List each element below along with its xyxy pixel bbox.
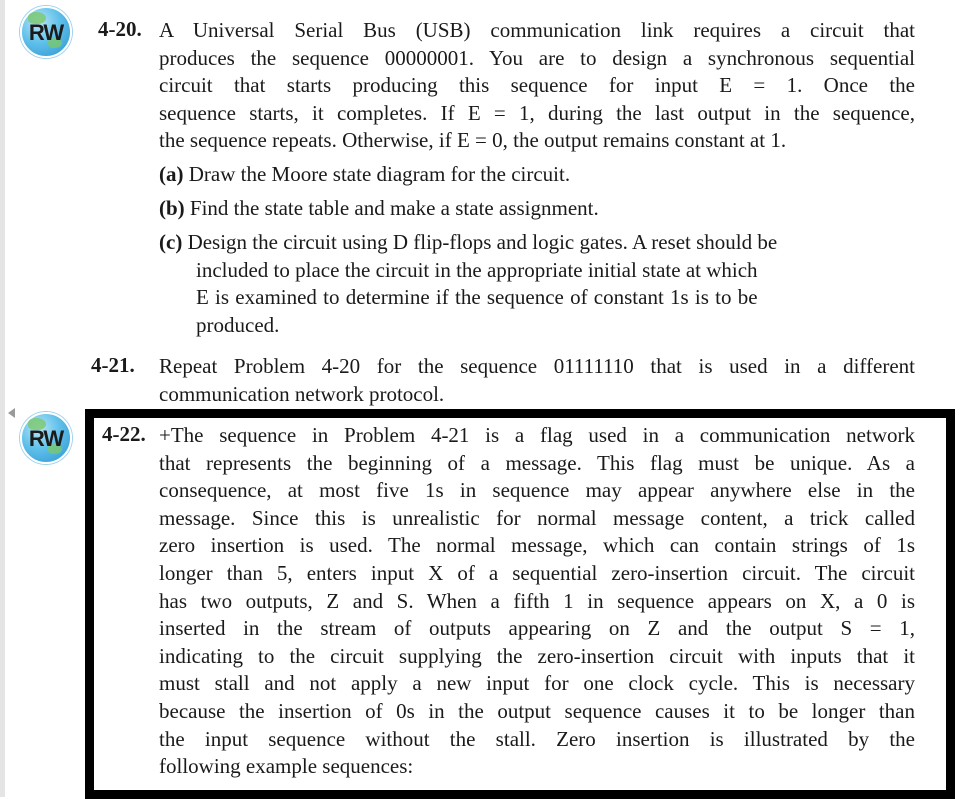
text-line: circuit that starts producing this sequence for input E = 1. Once the [159,73,915,98]
part-text: Draw the Moore state diagram for the circuit. [188,162,571,186]
text-line: communication network protocol. [159,381,445,406]
left-arrow-icon [8,408,15,418]
text-line: that represents the beginning of a message. This flag must be unique. As a [159,450,915,475]
text-line: E is examined to determine if the sequence of constant 1s is to be [196,285,758,310]
problem-number-4-21: 4-21. [91,353,135,377]
part-c-continuation [196,257,758,340]
part-text: Design the circuit using D flip-flops and logic gates. A reset should be [187,230,778,254]
problem-4-20-text [159,17,915,155]
text-line: message. Since this is unrealistic for normal message content, a trick called [159,505,915,530]
text-line: consequence, at most five 1s in sequence may appear anywhere else in the [159,478,915,503]
rw-globe-icon [20,412,72,464]
part-label: (a) [159,162,184,186]
rw-globe-icon [20,6,72,58]
text-line: the input sequence without the stall. Zero insertion is illustrated by the [159,726,915,751]
text-line: sequence starts, it completes. If E = 1, during the last output in the sequence, [159,100,915,125]
text-line: included to place the circuit in the appropriate initial state at which [196,257,758,282]
rw-badge-label: RW [28,426,64,451]
text-line: Repeat Problem 4-20 for the sequence 01111110 that is used in a different [159,354,915,378]
text-line: because the insertion of 0s in the output sequence causes it to be longer than [159,698,915,723]
part-b [159,195,599,223]
text-line: following example sequences: [159,754,414,779]
text-line: has two outputs, Z and S. When a fifth 1 in sequence appears on X, a 0 is [159,588,915,613]
rw-badge-label: RW [28,20,64,45]
part-text: Find the state table and make a state assignment. [189,196,599,220]
problem-number-4-22: 4-22. [102,422,146,446]
text-line: indicating to the circuit supplying the zero-insertion circuit with inputs that it [159,643,915,668]
text-line: inserted in the stream of outputs appearing on Z and the output S = 1, [159,616,915,641]
left-margin-rule [0,0,5,797]
text-line: zero insertion is used. The normal message, which can contain strings of 1s [159,533,915,558]
text-line: the sequence repeats. Otherwise, if E = 0, the output remains constant at 1. [159,128,787,153]
text-line: produced. [196,312,280,337]
part-label: (b) [159,196,185,220]
text-line: +The sequence in Problem 4-21 is a flag used in a communication network [159,423,915,447]
text-line: must stall and not apply a new input for one clock cycle. This is necessary [159,671,915,696]
part-label: (c) [159,230,183,254]
problem-4-21-text [159,353,915,408]
part-c-label-line [159,229,777,257]
part-a [159,161,570,189]
problem-number-4-20: 4-20. [98,17,142,41]
text-line: A Universal Serial Bus (USB) communication link requires a circuit that [159,18,915,42]
text-line: produces the sequence 00000001. You are to design a synchronous sequential [159,45,915,70]
text-line: longer than 5, enters input X of a sequential zero-insertion circuit. The circuit [159,560,915,585]
problem-4-22-text [159,422,915,781]
